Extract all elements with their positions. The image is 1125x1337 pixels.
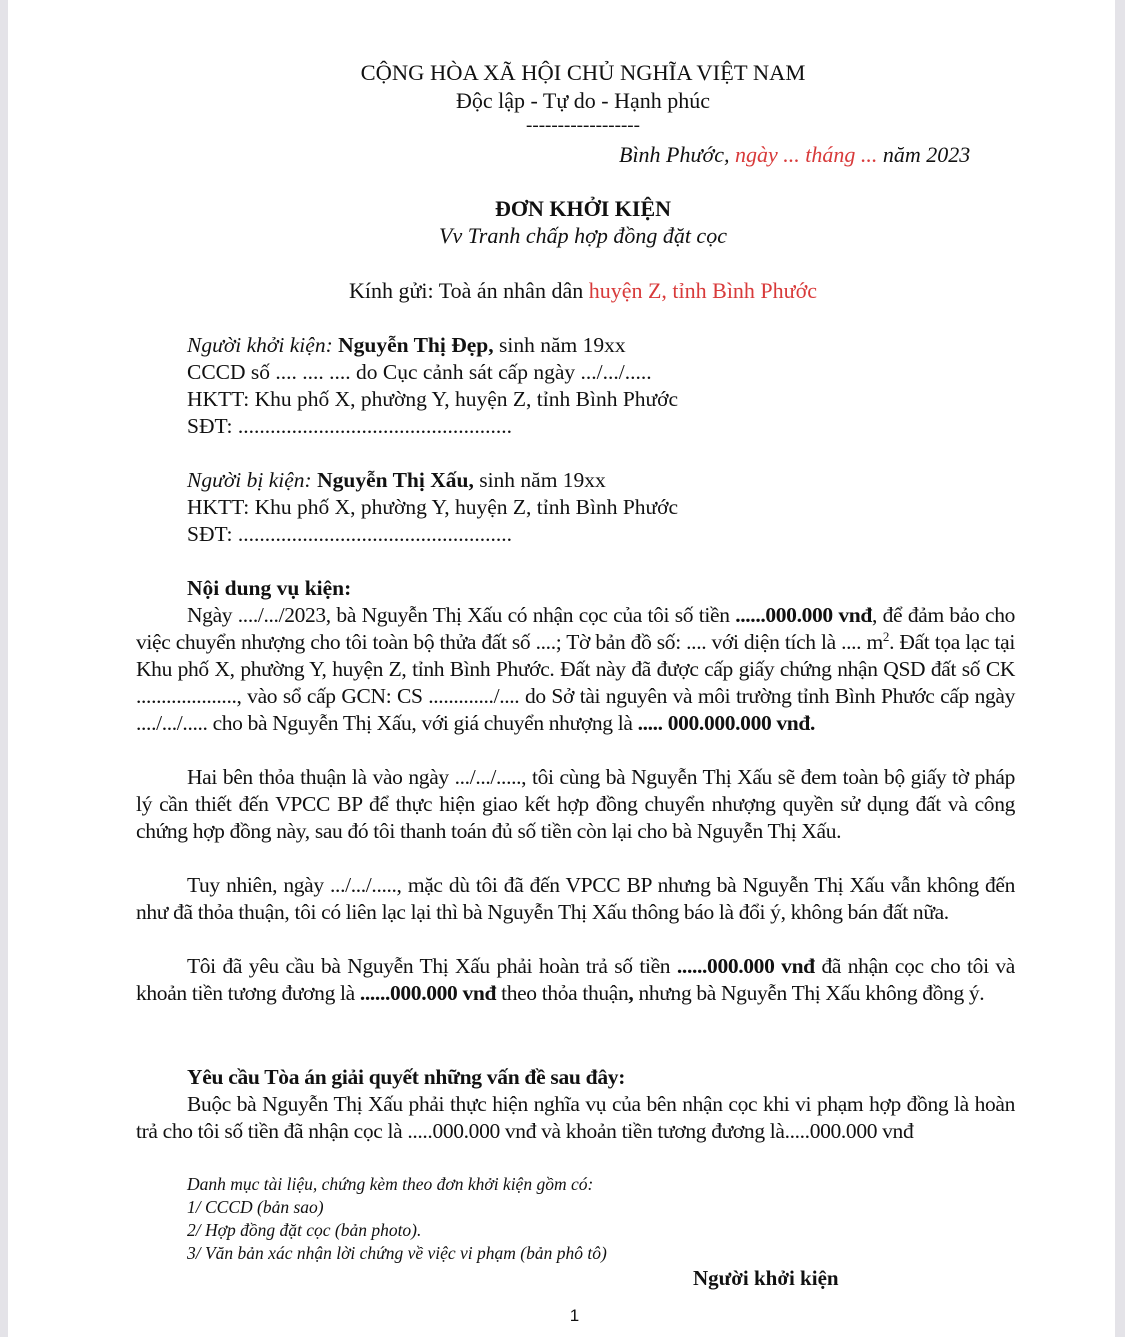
plaintiff-phone: SĐT: ................................................... [187, 414, 513, 438]
recipient-prefix: Kính gửi: Toà án nhân dân [349, 278, 584, 303]
attachment-item: 1/ CCCD (bản sao) [187, 1197, 324, 1217]
content-heading: Nội dung vụ kiện: [187, 576, 352, 600]
signature-label: Người khởi kiện [693, 1266, 839, 1290]
plaintiff-line [187, 332, 626, 359]
attachment-item: 2/ Hợp đồng đặt cọc (bản photo). [187, 1220, 422, 1240]
defendant-line [187, 467, 606, 494]
request-body: Buộc bà Nguyễn Thị Xấu phải thực hiện nghĩa vụ của bên nhận cọc khi vi phạm hợp đồng là hoàn trả cho tôi số tiền đã nhận cọc là .....000.000 vnđ và khoản tiền tương đương là.....000.000 vnđ [136, 1092, 1015, 1143]
year: năm 2023 [882, 142, 971, 167]
defendant-address: HKTT: Khu phố X, phường Y, huyện Z, tỉnh Bình Phước [187, 495, 679, 519]
recipient-line [8, 277, 1125, 304]
p4-text-c: đã nhận cọc cho tôi và khoản tiền tương đương là [136, 954, 1015, 1005]
p1-text-a: Ngày ..../.../2023, bà Nguyễn Thị Xấu có nhận cọc của tôi số tiền [187, 603, 736, 627]
defendant-label: Người bị kiện: [187, 468, 312, 492]
place-date-line [619, 141, 970, 168]
defendant-name: Nguyễn Thị Xấu, [317, 468, 474, 492]
document-page [8, 0, 1115, 1337]
plaintiff-birth: sinh năm 19xx [499, 333, 626, 357]
plaintiff-label: Người khởi kiện: [187, 333, 333, 357]
document-subtitle: Vv Tranh chấp hợp đồng đặt cọc [439, 223, 727, 248]
defendant-birth: sinh năm 19xx [479, 468, 606, 492]
content-paragraph-2: Hai bên thỏa thuận là vào ngày .../.../....., tôi cùng bà Nguyễn Thị Xấu sẽ đem toàn bộ giấy tờ pháp lý cần thiết đến VPCC BP để thực hiện giao kết hợp đồng chuyển nhượng quyền sử dụng đất và công chứng hợp đồng này, sau đó tôi thanh toán đủ số tiền còn lại cho bà Nguyễn Thị Xấu. [136, 765, 1015, 843]
plaintiff-id: CCCD số .... .... .... do Cục cảnh sát cấp ngày .../.../..... [187, 360, 652, 384]
area-unit-sup: 2 [882, 628, 890, 644]
content-paragraph-1 [136, 602, 1015, 737]
content-paragraph-4 [136, 953, 1015, 1007]
deposit-amount: ......000.000 vnđ [735, 603, 873, 627]
equivalent-amount: ......000.000 vnđ [359, 981, 497, 1005]
header-separator: ------------------ [526, 115, 640, 136]
plaintiff-name: Nguyễn Thị Đẹp, [338, 333, 494, 357]
p4-text-e: theo thỏa thuận [496, 981, 629, 1005]
plaintiff-address: HKTT: Khu phố X, phường Y, huyện Z, tỉnh Bình Phước [187, 387, 679, 411]
national-title: CỘNG HÒA XÃ HỘI CHỦ NGHĨA VIỆT NAM [360, 60, 806, 85]
p4-text-a: Tôi đã yêu cầu bà Nguyễn Thị Xấu phải hoàn trả số tiền [187, 954, 677, 978]
place: Bình Phước, [619, 142, 730, 167]
refund-amount: ......000.000 vnđ [676, 954, 815, 978]
recipient-court: huyện Z, tỉnh Bình Phước [588, 278, 817, 303]
request-heading: Yêu cầu Tòa án giải quyết những vấn đề sau đây: [187, 1065, 626, 1089]
date-placeholder: ngày ... tháng ... [735, 142, 878, 167]
attachment-item: 3/ Văn bản xác nhận lời chứng về việc vi phạm (bản phô tô) [187, 1243, 607, 1263]
content-paragraph-3: Tuy nhiên, ngày .../.../....., mặc dù tôi đã đến VPCC BP nhưng bà Nguyễn Thị Xấu vẫn không đến như đã thỏa thuận, tôi có liên lạc lại thì bà Nguyễn Thị Xấu thông báo là đổi ý, không bán đất nữa. [136, 873, 1015, 924]
national-motto: Độc lập - Tự do - Hạnh phúc [455, 88, 711, 113]
page-number: 1 [569, 1306, 580, 1325]
document-title: ĐƠN KHỞI KIỆN [494, 196, 672, 221]
p4-comma: , [628, 981, 634, 1005]
transfer-price: ..... 000.000.000 vnđ. [637, 711, 816, 735]
attachments-heading: Danh mục tài liệu, chứng kèm theo đơn khởi kiện gồm có: [187, 1174, 594, 1194]
p1-text-c: , để đảm bảo cho việc chuyển nhượng cho tôi toàn bộ thửa đất số ....; Tờ bản đồ số: .... với diện tích là .... m [136, 603, 1015, 654]
p1-text-d: . Đất tọa lạc tại Khu phố X, phường Y, huyện Z, tỉnh Bình Phước. Đất này đã được cấp giấy chứng nhận QSD đất số CK ...................., vào sổ cấp GCN: CS ............./.... do Sở tài nguyên và môi trường tỉnh Bình Phước cấp ngày ..../.../..... cho bà Nguyễn Thị Xấu, với giá chuyển nhượng là [136, 630, 1015, 735]
defendant-phone: SĐT: ................................................... [187, 522, 513, 546]
p4-text-g: nhưng bà Nguyễn Thị Xấu không đồng ý. [633, 981, 985, 1005]
